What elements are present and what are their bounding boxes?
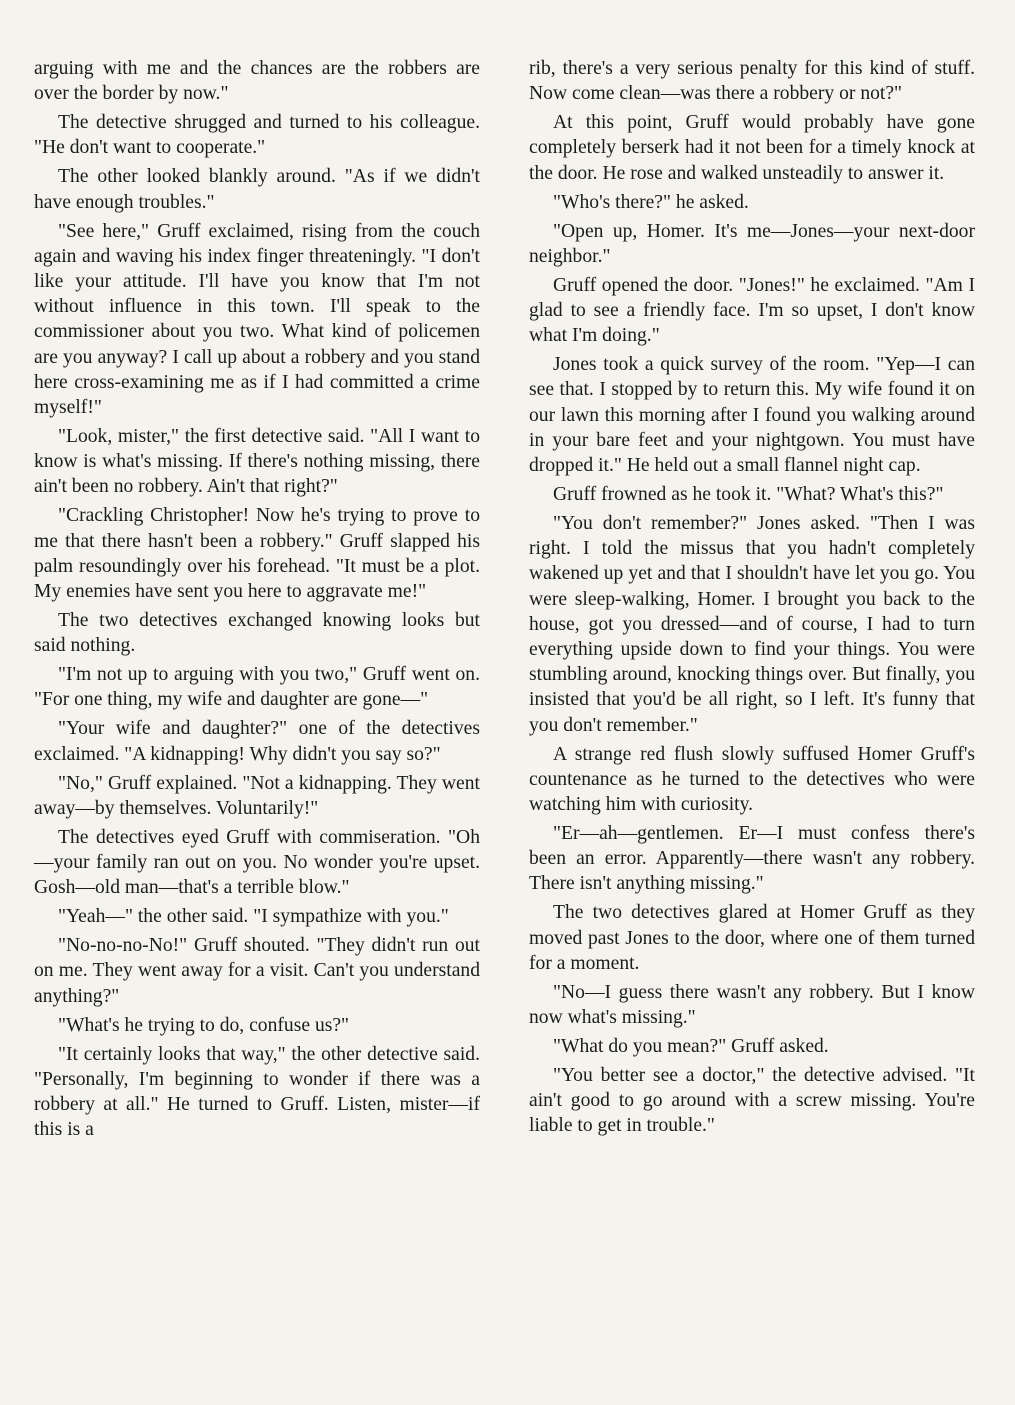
paragraph: "No—I guess there wasn't any robbery. But I know now what's missing." <box>529 981 975 1029</box>
paragraph: The detective shrugged and turned to his colleague. "He don't want to cooperate." <box>34 112 480 159</box>
paragraph: "No-no-no-No!" Gruff shouted. "They didn't run out on me. They went away for a visit. Can't you understand anything?" <box>34 935 480 1007</box>
paragraph: Gruff opened the door. "Jones!" he exclaimed. "Am I glad to see a friendly face. I'm so upset, I don't know what I'm doing." <box>529 274 975 347</box>
paragraph: "Look, mister," the first detective said. "All I want to know is what's missing. If there's nothing missing, there ain't been no robbery. Ain't that right?" <box>34 426 480 498</box>
paragraph: The two detectives exchanged knowing looks but said nothing. <box>34 610 480 657</box>
paragraph: The two detectives glared at Homer Gruff as they moved past Jones to the door, where one of them turned for a moment. <box>529 902 975 974</box>
paragraph: "Yeah—" the other said. "I sympathize with you." <box>58 906 449 928</box>
paragraph: The other looked blankly around. "As if we didn't have enough troubles." <box>34 166 480 213</box>
paragraph: "What do you mean?" Gruff asked. <box>553 1036 829 1058</box>
paragraph: "You don't remember?" Jones asked. "Then I was right. I told the missus that you hadn't completely wakened up yet and that I shouldn't have let you go. You were sleep-walking, Homer. I brought you back to the house, got you dressed—and of course, I had to turn everything upside down to find your things. You were stumbling around, knocking things over. But finally, you insisted that you'd be all right, so I left. It's funny that you don't remember." <box>529 513 975 736</box>
paragraph: "I'm not up to arguing with you two," Gruff went on. "For one thing, my wife and daughter are gone—" <box>34 664 480 711</box>
paragraph: "See here," Gruff exclaimed, rising from the couch again and waving his index finger threateningly. "I don't like your attitude. I'll have you know that I'm not without influence in this town. I'll speak to the commissioner about you two. What kind of policemen are you anyway? I call up about a robbery and you stand here cross-examining me as if I had committed a crime myself!" <box>34 220 480 419</box>
paragraph: "Who's there?" he asked. <box>553 191 749 213</box>
paragraph: "No," Gruff explained. "Not a kidnapping. They went away—by themselves. Voluntarily!" <box>34 772 480 819</box>
paragraph: "Er—ah—gentlemen. Er—I must confess there's been an error. Apparently—there wasn't any robbery. There isn't anything missing." <box>529 823 975 895</box>
paragraph: "Crackling Christopher! Now he's trying to prove to me that there hasn't been a robbery." Gruff slapped his palm resoundingly over his forehead. "It must be a plot. My enemies have sent you here to aggravate me!" <box>34 505 480 603</box>
paragraph: A strange red flush slowly suffused Homer Gruff's countenance as he turned to the detectives who were watching him with curiosity. <box>529 743 975 816</box>
paragraph: "Open up, Homer. It's me—Jones—your next-door neighbor." <box>529 220 975 267</box>
right-column <box>529 56 975 1142</box>
paragraph: Jones took a quick survey of the room. "Yep—I can see that. I stopped by to return this. My wife found it on our lawn this morning after I found you walking around in your bare feet and your nightgown. You must have dropped it." He held out a small flannel night cap. <box>529 354 975 477</box>
paragraph: At this point, Gruff would probably have gone completely berserk had it not been for a timely knock at the door. He rose and walked unsteadily to answer it. <box>529 112 975 184</box>
paragraph: Gruff frowned as he took it. "What? What's this?" <box>553 484 944 506</box>
paragraph: "You better see a doctor," the detective advised. "It ain't good to go around with a screw missing. You're liable to get in trouble." <box>529 1065 975 1137</box>
left-column <box>34 56 480 1146</box>
paragraph: rib, there's a very serious penalty for this kind of stuff. Now come clean—was there a robbery or not?" <box>529 58 975 105</box>
paragraph: "It certainly looks that way," the other detective said. "Personally, I'm beginning to wonder if there was a robbery at all." He turned to Gruff. Listen, mister—if this is a <box>34 1043 480 1141</box>
paragraph: "Your wife and daughter?" one of the detectives exclaimed. "A kidnapping! Why didn't you say so?" <box>34 718 480 765</box>
paragraph: "What's he trying to do, confuse us?" <box>58 1014 350 1036</box>
paragraph: arguing with me and the chances are the robbers are over the border by now." <box>34 58 480 105</box>
paragraph: The detectives eyed Gruff with commiseration. "Oh—your family ran out on you. No wonder you're upset. Gosh—old man—that's a terrible blow." <box>34 826 480 899</box>
